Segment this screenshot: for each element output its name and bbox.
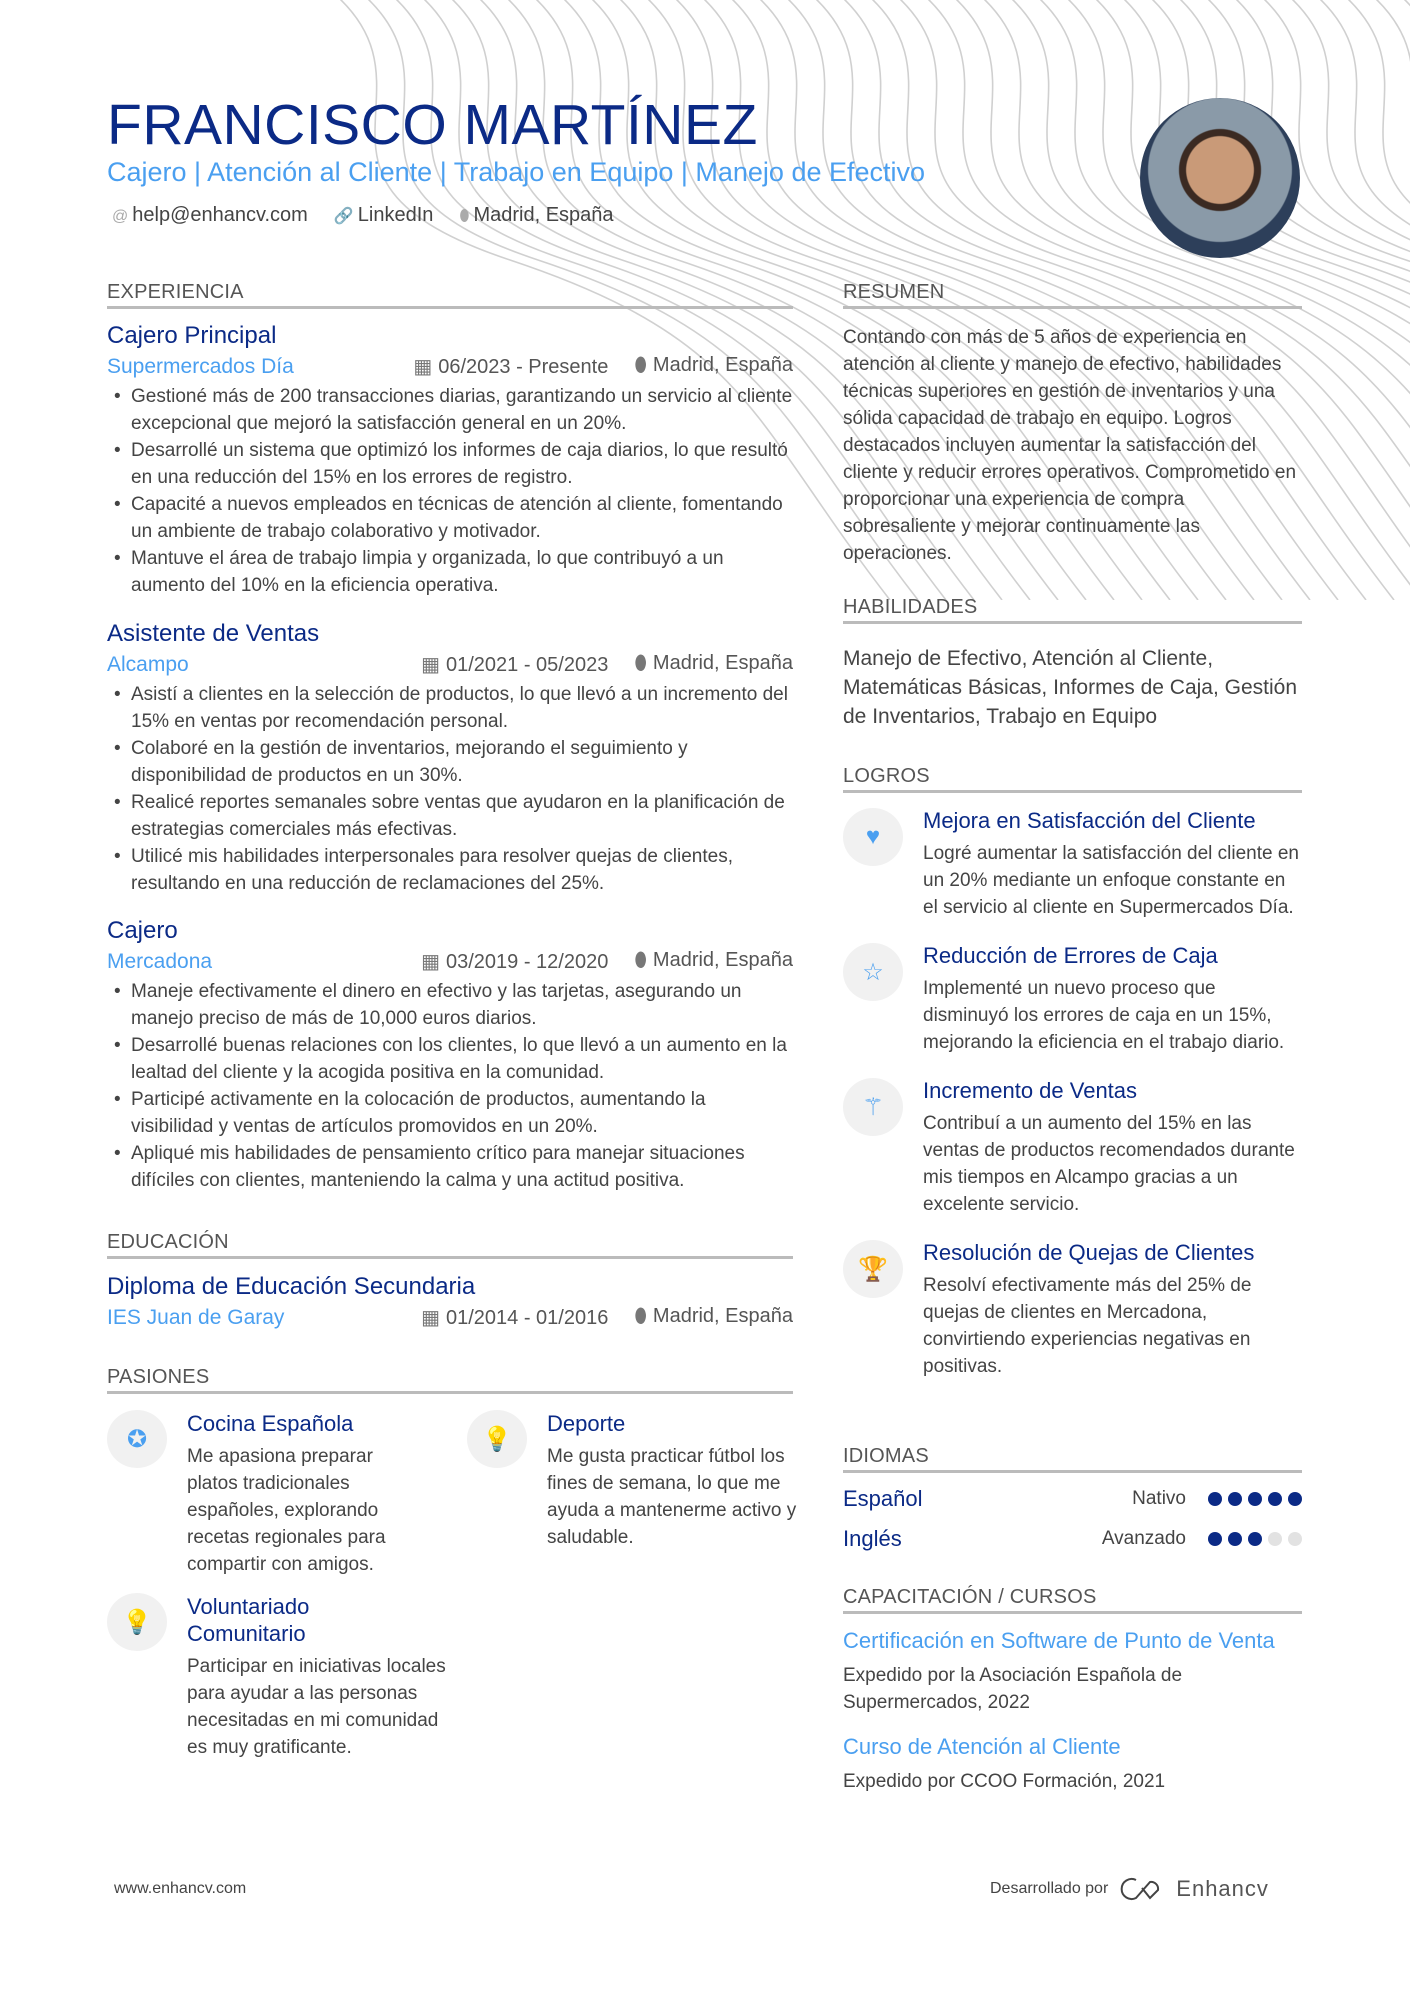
entry-title: Cajero [107,917,178,944]
language-item [843,1486,1302,1512]
lightbulb-icon: 💡 [482,1425,512,1453]
bullet-item: • Gestioné más de 200 transacciones diarias, garantizando un servicio al cliente excepcional que mejoró la satisfacción general en un 20%. [107,383,793,437]
achievement-description: Resolví efectivamente más del 25% de quejas de clientes en Mercadona, convirtiendo experiencias negativas en positivas. [923,1275,1252,1377]
training-title: Curso de Atención al Cliente [843,1734,1121,1759]
heart-icon: ♥ [865,823,881,850]
section-heading-passions: PASIONES [107,1366,793,1394]
location-text: Madrid, España [652,354,793,376]
entry-location [634,354,793,379]
achievement-content [923,1078,1302,1218]
entry-date-location [413,354,793,379]
rating-dot [1228,1492,1242,1506]
passion-content [187,1410,407,1578]
achievement-content [923,1240,1302,1380]
location-pin-icon: ⬮ [634,652,647,674]
star-icon: ☆ [862,958,884,986]
skills-text: Manejo de Efectivo, Atención al Cliente, Matemáticas Básicas, Informes de Caja, Gestión de Inventarios, Trabajo en Equipo [843,647,1298,728]
passion-description: Me apasiona preparar platos tradicionales españoles, explorando recetas regionales para compartir con amigos. [187,1446,386,1575]
achievement-description: Logré aumentar la satisfacción del cliente en un 20% mediante un enfoque constante en el servicio al cliente en Supermercados Día. [923,843,1300,918]
training-description: Expedido por CCOO Formación, 2021 [843,1771,1166,1792]
contact-info [112,204,614,227]
candidate-name: FRANCISCO MARTÍNEZ [107,93,758,157]
section-heading-experience: EXPERIENCIA [107,281,793,309]
passion-title: Cocina Española [187,1411,354,1436]
dates-text: 01/2021 - 05/2023 [445,654,609,676]
achievement-content [923,943,1302,1056]
location-pin-icon: ⬮ [634,1305,647,1327]
icon-circle [843,1240,903,1298]
lightbulb-icon: 💡 [122,1608,152,1636]
passion-content [187,1593,447,1761]
passion-item [107,1410,407,1578]
achievement-item [843,1240,1302,1380]
entry-location [634,949,793,974]
bullet-list [107,383,793,599]
wave-line [1338,0,1410,600]
achievement-item [843,1078,1302,1218]
calendar-icon: ▦ [421,1307,440,1329]
trophy-icon: 🏆 [858,1255,888,1283]
bullet-item: • Realicé reportes semanales sobre ventas que ayudaron en la planificación de estrategias comerciales más efectivas. [107,789,793,843]
training-title: Certificación en Software de Punto de Venta [843,1628,1275,1653]
rating-dot [1208,1492,1222,1506]
section-heading-education: EDUCACIÓN [107,1231,793,1259]
dates-text: 03/2019 - 12/2020 [445,951,609,973]
rating-dot [1288,1532,1302,1546]
contact-item[interactable] [112,204,308,227]
at-icon: @ [112,208,129,225]
achievement-description: Contribuí a un aumento del 15% en las ventas de productos recomendados durante mis tiempos en Alcampo gracias a un excelente servicio. [923,1113,1295,1215]
passion-item [107,1593,447,1761]
entry-organization: Alcampo [107,652,189,676]
language-name: Español [843,1486,923,1511]
passion-item [467,1410,797,1551]
entry-title: Asistente de Ventas [107,620,320,647]
bullet-item: • Apliqué mis habilidades de pensamiento crítico para manejar situaciones difíciles con clientes, manteniendo la calma y una actitud positiva. [107,1140,793,1194]
award-ribbon-icon: ✪ [126,1425,148,1453]
training-item [843,1734,1302,1795]
bullet-item: • Capacité a nuevos empleados en técnicas de atención al cliente, fomentando un ambiente de trabajo colaborativo y motivador. [107,491,793,545]
section-heading-achievements: LOGROS [843,765,1302,793]
bullet-list [107,978,793,1194]
section-heading-skills: HABILIDADES [843,596,1302,624]
bullet-item: • Desarrollé buenas relaciones con los clientes, lo que llevó a un aumento en la lealtad del cliente y la acogida positiva en la comunidad. [107,1032,793,1086]
training-description: Expedido por la Asociación Española de Supermercados, 2022 [843,1665,1183,1713]
contact-item[interactable] [334,204,434,227]
training-item [843,1628,1302,1716]
bullet-item: • Utilicé mis habilidades interpersonales para resolver quejas de clientes, resultando en una reducción de reclamaciones del 25%. [107,843,793,897]
entry-organization: Mercadona [107,949,213,973]
rating-dot [1208,1532,1222,1546]
icon-circle [467,1410,527,1468]
link-icon: 🔗 [333,208,354,225]
icon-circle [843,943,903,1001]
entry-meta [107,652,793,677]
calendar-icon: ▦ [413,356,433,378]
contact-text: help@enhancv.com [132,204,308,226]
language-rating [1208,1532,1302,1546]
bullet-item: • Participé activamente en la colocación de productos, aumentando la visibilidad y ventas de artículos promovidos en un 20%. [107,1086,793,1140]
achievement-title: Incremento de Ventas [923,1078,1138,1103]
passion-title: Deporte [547,1411,626,1436]
entry-meta [107,354,793,379]
rating-dot [1228,1532,1242,1546]
language-name: Inglés [843,1526,902,1551]
dates-text: 01/2014 - 01/2016 [445,1307,609,1329]
entry-title: Diploma de Educación Secundaria [107,1273,476,1300]
dates-text: 06/2023 - Presente [438,356,609,378]
passion-content [547,1410,797,1551]
entry-meta [107,949,793,974]
entry-date-location [421,652,793,677]
enhancv-logo-icon [1120,1876,1164,1902]
entry-date-location [421,949,793,974]
magic-wand-icon: ⚚ [862,1093,884,1121]
footer-powered-by [990,1876,1269,1902]
bullet-list [107,681,793,897]
wave-line [1394,0,1410,600]
contact-text: Madrid, España [473,204,614,226]
headline: Cajero | Atención al Cliente | Trabajo en Equipo | Manejo de Efectivo [107,157,926,187]
section-heading-training: CAPACITACIÓN / CURSOS [843,1586,1302,1614]
location-pin-icon: ⬮ [634,354,647,376]
achievement-title: Reducción de Errores de Caja [923,943,1218,968]
bullet-item: • Maneje efectivamente el dinero en efectivo y las tarjetas, asegurando un manejo preciso de más de 10,000 euros diarios. [107,978,793,1032]
rating-dot [1248,1492,1262,1506]
icon-circle [843,1078,903,1136]
contact-text: LinkedIn [357,204,434,226]
calendar-icon: ▦ [421,951,440,973]
language-rating [1208,1492,1302,1506]
bullet-item: • Mantuve el área de trabajo limpia y organizada, lo que contribuyó a un aumento del 10% en la eficiencia operativa. [107,545,793,599]
passion-description: Me gusta practicar fútbol los fines de semana, lo que me ayuda a mantenerme activo y saludable. [547,1446,797,1548]
achievement-title: Mejora en Satisfacción del Cliente [923,808,1256,833]
bullet-item: • Desarrollé un sistema que optimizó los informes de caja diarios, lo que resultó en una reducción del 15% en los errores de registro. [107,437,793,491]
rating-dot [1248,1532,1262,1546]
entry-dates [413,354,608,379]
entry-meta [107,1305,793,1330]
icon-circle [107,1410,167,1468]
entry-dates [421,949,608,974]
achievement-item [843,808,1302,921]
entry-location [634,1305,793,1330]
rating-dot [1288,1492,1302,1506]
passion-title: Voluntariado Comunitario [187,1594,310,1646]
entry-dates [421,1305,608,1330]
bullet-item: • Asistí a clientes en la selección de productos, lo que llevó a un incremento del 15% en ventas por recomendación personal. [107,681,793,735]
entry-organization: Supermercados Día [107,354,294,378]
wave-line [1310,0,1410,600]
section-heading-summary: RESUMEN [843,281,1302,309]
location-pin-icon: ⬮ [634,949,647,971]
icon-circle [843,808,903,866]
entry-title: Cajero Principal [107,322,277,349]
entry-dates [421,652,608,677]
achievement-description: Implementé un nuevo proceso que disminuyó los errores de caja en un 15%, mejorando la eficiencia en el trabajo diario. [923,978,1285,1053]
wave-line [1366,0,1410,600]
footer-website[interactable]: www.enhancv.com [114,1880,247,1897]
rating-dot [1268,1532,1282,1546]
section-heading-languages: IDIOMAS [843,1445,1302,1473]
location-text: Madrid, España [652,652,793,674]
bullet-item: • Colaboré en la gestión de inventarios, mejorando el seguimiento y disponibilidad de productos en un 30%. [107,735,793,789]
achievement-item [843,943,1302,1056]
location-text: Madrid, España [652,949,793,971]
achievement-title: Resolución de Quejas de Clientes [923,1240,1255,1265]
calendar-icon: ▦ [421,654,440,676]
location-text: Madrid, España [652,1305,793,1327]
powered-by-label: Desarrollado por [990,1880,1109,1897]
entry-date-location [421,1305,793,1330]
location-pin-icon: ⬮ [459,208,470,225]
entry-organization: IES Juan de Garay [107,1305,285,1329]
avatar [1140,98,1300,258]
enhancv-brand: Enhancv [1176,1876,1269,1901]
rating-dot [1268,1492,1282,1506]
contact-item[interactable] [459,204,613,227]
passion-description: Participar en iniciativas locales para ayudar a las personas necesitadas en mi comunidad es muy gratificante. [187,1656,446,1758]
entry-location [634,652,793,677]
icon-circle [107,1593,167,1651]
summary-text: Contando con más de 5 años de experiencia en atención al cliente y manejo de efectivo, habilidades técnicas superiores en gestión de inventarios y una sólida capacidad de trabajo en equipo. Logros destacados incluyen aumentar la satisfacción del cliente y reducir errores operativos. Comprometido en proporcionar una experiencia de compra sobresaliente y mejorar continuamente las operaciones. [843,327,1297,564]
language-level: Nativo [1132,1488,1186,1509]
language-item [843,1526,1302,1552]
language-level: Avanzado [1101,1528,1186,1549]
achievement-content [923,808,1302,921]
